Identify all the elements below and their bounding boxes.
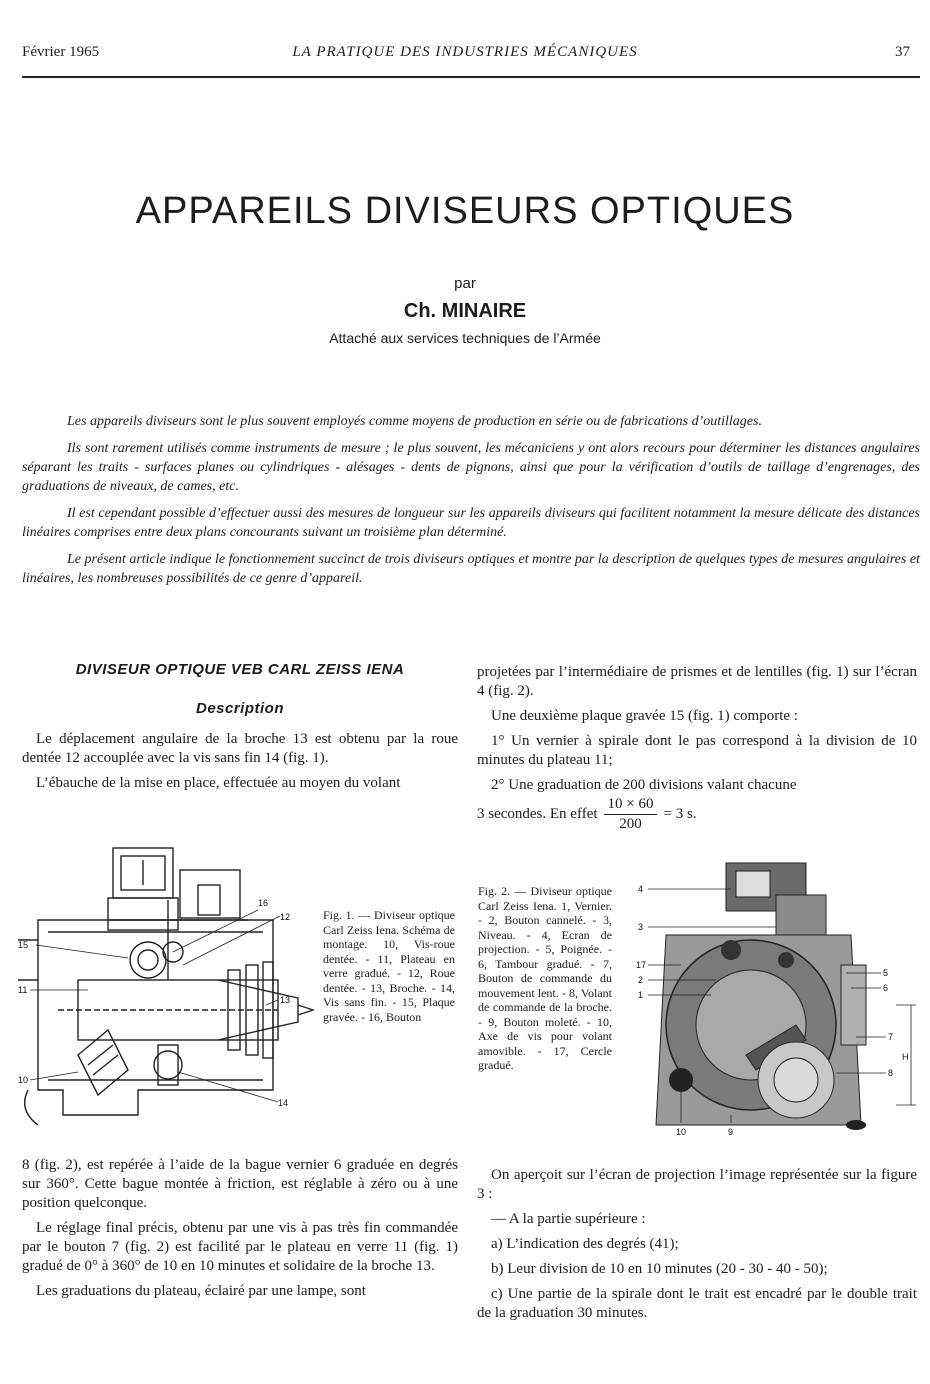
- fig1-label: 13: [280, 995, 291, 1005]
- figure-2-photo: [636, 855, 920, 1140]
- body-paragraph: Les graduations du plateau, éclairé par une lampe, sont: [36, 1283, 366, 1299]
- body-paragraph: — A la partie supérieure :: [491, 1211, 646, 1227]
- right-column-top: [477, 663, 917, 834]
- figure-1-caption: Fig. 1. — Diviseur optique Carl Zeiss Iena. Schéma de montage. 10, Vis-roue dentée. - 11, Plateau en verre gradué. - 12, Roue dentée. - 13, Broche. - 14, Vis sans fin. - 15, Plaque gravée. - 16, Bouton: [323, 908, 455, 1024]
- author-name: Ch. MINAIRE: [403, 300, 527, 322]
- article-title: APPAREILS DIVISEURS OPTIQUES: [135, 190, 795, 232]
- issue-date: Février 1965: [22, 44, 100, 60]
- body-paragraph: projetées par l’intermédiaire de prismes et de lentilles (fig. 1) sur l’écran 4 (fig. 2).: [477, 664, 917, 699]
- header-rule: [22, 76, 920, 78]
- byline-par: par: [454, 275, 476, 292]
- fig2-label: 6: [883, 983, 889, 993]
- fig2-label: 8: [888, 1068, 894, 1078]
- body-paragraph: 2° Une graduation de 200 divisions valant chacune: [491, 777, 797, 793]
- abstract-paragraph: Ils sont rarement utilisés comme instruments de mesure ; le plus souvent, les mécaniciens y ont alors recours pour déterminer les distances angulaires séparant les traits - surfaces planes ou cylindriques - alésages - dents de pignons, ainsi que pour la vérification d’outils de taillage d’engrenages, des graduations de niveaux, de cames, etc.: [22, 441, 920, 494]
- fraction-numerator: 10 × 60: [604, 795, 658, 815]
- abstract-paragraph: Il est cependant possible d’effectuer aussi des mesures de longueur sur les appareils diviseurs qui facilitent notamment la mesure délicate des distances linéaires comprises entre deux plans concourants suivant un troisième plan déterminé.: [22, 506, 920, 540]
- fig2-label: 2: [638, 975, 644, 985]
- fig1-label: 11: [18, 985, 28, 995]
- body-paragraph: a) L’indication des degrés (41);: [491, 1236, 679, 1252]
- abstract: [22, 412, 920, 596]
- fig2-label: 17: [636, 960, 647, 970]
- page-number: 37: [895, 44, 910, 60]
- fraction: [604, 795, 658, 834]
- body-paragraph: Le déplacement angulaire de la broche 13 est obtenu par la roue dentée 12 accouplée avec la vis sans fin 14 (fig. 1).: [22, 731, 458, 766]
- right-column-bottom: [477, 1166, 917, 1329]
- fig2-label: 7: [888, 1032, 894, 1042]
- fraction-line: [477, 795, 917, 834]
- fraction-lead: 3 secondes. En effet: [477, 806, 598, 822]
- fraction-denominator: 200: [619, 816, 642, 832]
- figure-2-caption: Fig. 2. — Diviseur optique Carl Zeiss Iena. 1, Vernier. - 2, Bouton cannelé. - 3, Niveau. - 4, Ecran de projection. - 5, Poignée. - 6, Tambour gradué. - 7, Bouton de commande du mouvement lent. - 8, Volant de commande de la broche. - 9, Bouton moleté. - 10, Axe de vis pour volant amovible. - 17, Cercle gradué.: [478, 884, 612, 1072]
- fig1-label: 10: [18, 1075, 29, 1085]
- fig1-label: 16: [258, 898, 269, 908]
- body-paragraph: c) Une partie de la spirale dont le trait est encadré par le double trait de la graduation 30 minutes.: [477, 1286, 917, 1321]
- abstract-paragraph: Les appareils diviseurs sont le plus souvent employés comme moyens de production en série ou de fabrications d’outillages.: [67, 414, 762, 429]
- section-heading: DIVISEUR OPTIQUE VEB CARL ZEISS IENA: [75, 661, 405, 678]
- body-paragraph: Le réglage final précis, obtenu par une vis à pas très fin commandée par le bouton 7 (fig. 2) est facilité par le plateau en verre 11 (fig. 1) gradué de 0° à 360° de 10 en 10 minutes et solidaire de la broche 13.: [22, 1220, 458, 1274]
- fig2-label: H: [902, 1052, 909, 1062]
- fraction-result: = 3 s.: [663, 806, 697, 822]
- body-paragraph: Une deuxième plaque gravée 15 (fig. 1) comporte :: [491, 708, 798, 724]
- body-paragraph: L’ébauche de la mise en place, effectuée au moyen du volant: [36, 775, 401, 791]
- fig1-label: 12: [280, 912, 291, 922]
- body-paragraph: On aperçoit sur l’écran de projection l’image représentée sur la figure 3 :: [477, 1167, 917, 1202]
- fig1-label: 14: [278, 1098, 289, 1108]
- fig2-label: 9: [728, 1127, 734, 1137]
- journal-title: LA PRATIQUE DES INDUSTRIES MÉCANIQUES: [292, 44, 638, 60]
- subsection-heading: Description: [195, 700, 284, 717]
- fig2-label: 4: [638, 884, 644, 894]
- fig2-label: 5: [883, 968, 889, 978]
- abstract-paragraph: Le présent article indique le fonctionnement succinct de trois diviseurs optiques et montre par la description de quelques types de mesures angulaires et linéaires, les nombreuses possibilités de ce genre d’appareil.: [22, 552, 920, 586]
- fig2-label: 10: [676, 1127, 687, 1137]
- body-paragraph: b) Leur division de 10 en 10 minutes (20 - 30 - 40 - 50);: [491, 1261, 828, 1277]
- body-paragraph: 8 (fig. 2), est repérée à l’aide de la bague vernier 6 graduée en degrés sur 360°. Cette bague montée à friction, est réglable à zéro ou à une position quelconque.: [22, 1157, 458, 1211]
- body-paragraph: 1° Un vernier à spirale dont le pas correspond à la division de 10 minutes du plateau 11;: [477, 733, 917, 768]
- left-column-bottom: [22, 1156, 458, 1307]
- fig1-label: 15: [18, 940, 29, 950]
- figure-1-schematic: [18, 840, 318, 1130]
- author-affiliation: Attaché aux services techniques de l’Armée: [329, 330, 601, 346]
- fig2-label: 1: [638, 990, 644, 1000]
- left-column-top: [22, 660, 458, 799]
- fig2-label: 3: [638, 922, 644, 932]
